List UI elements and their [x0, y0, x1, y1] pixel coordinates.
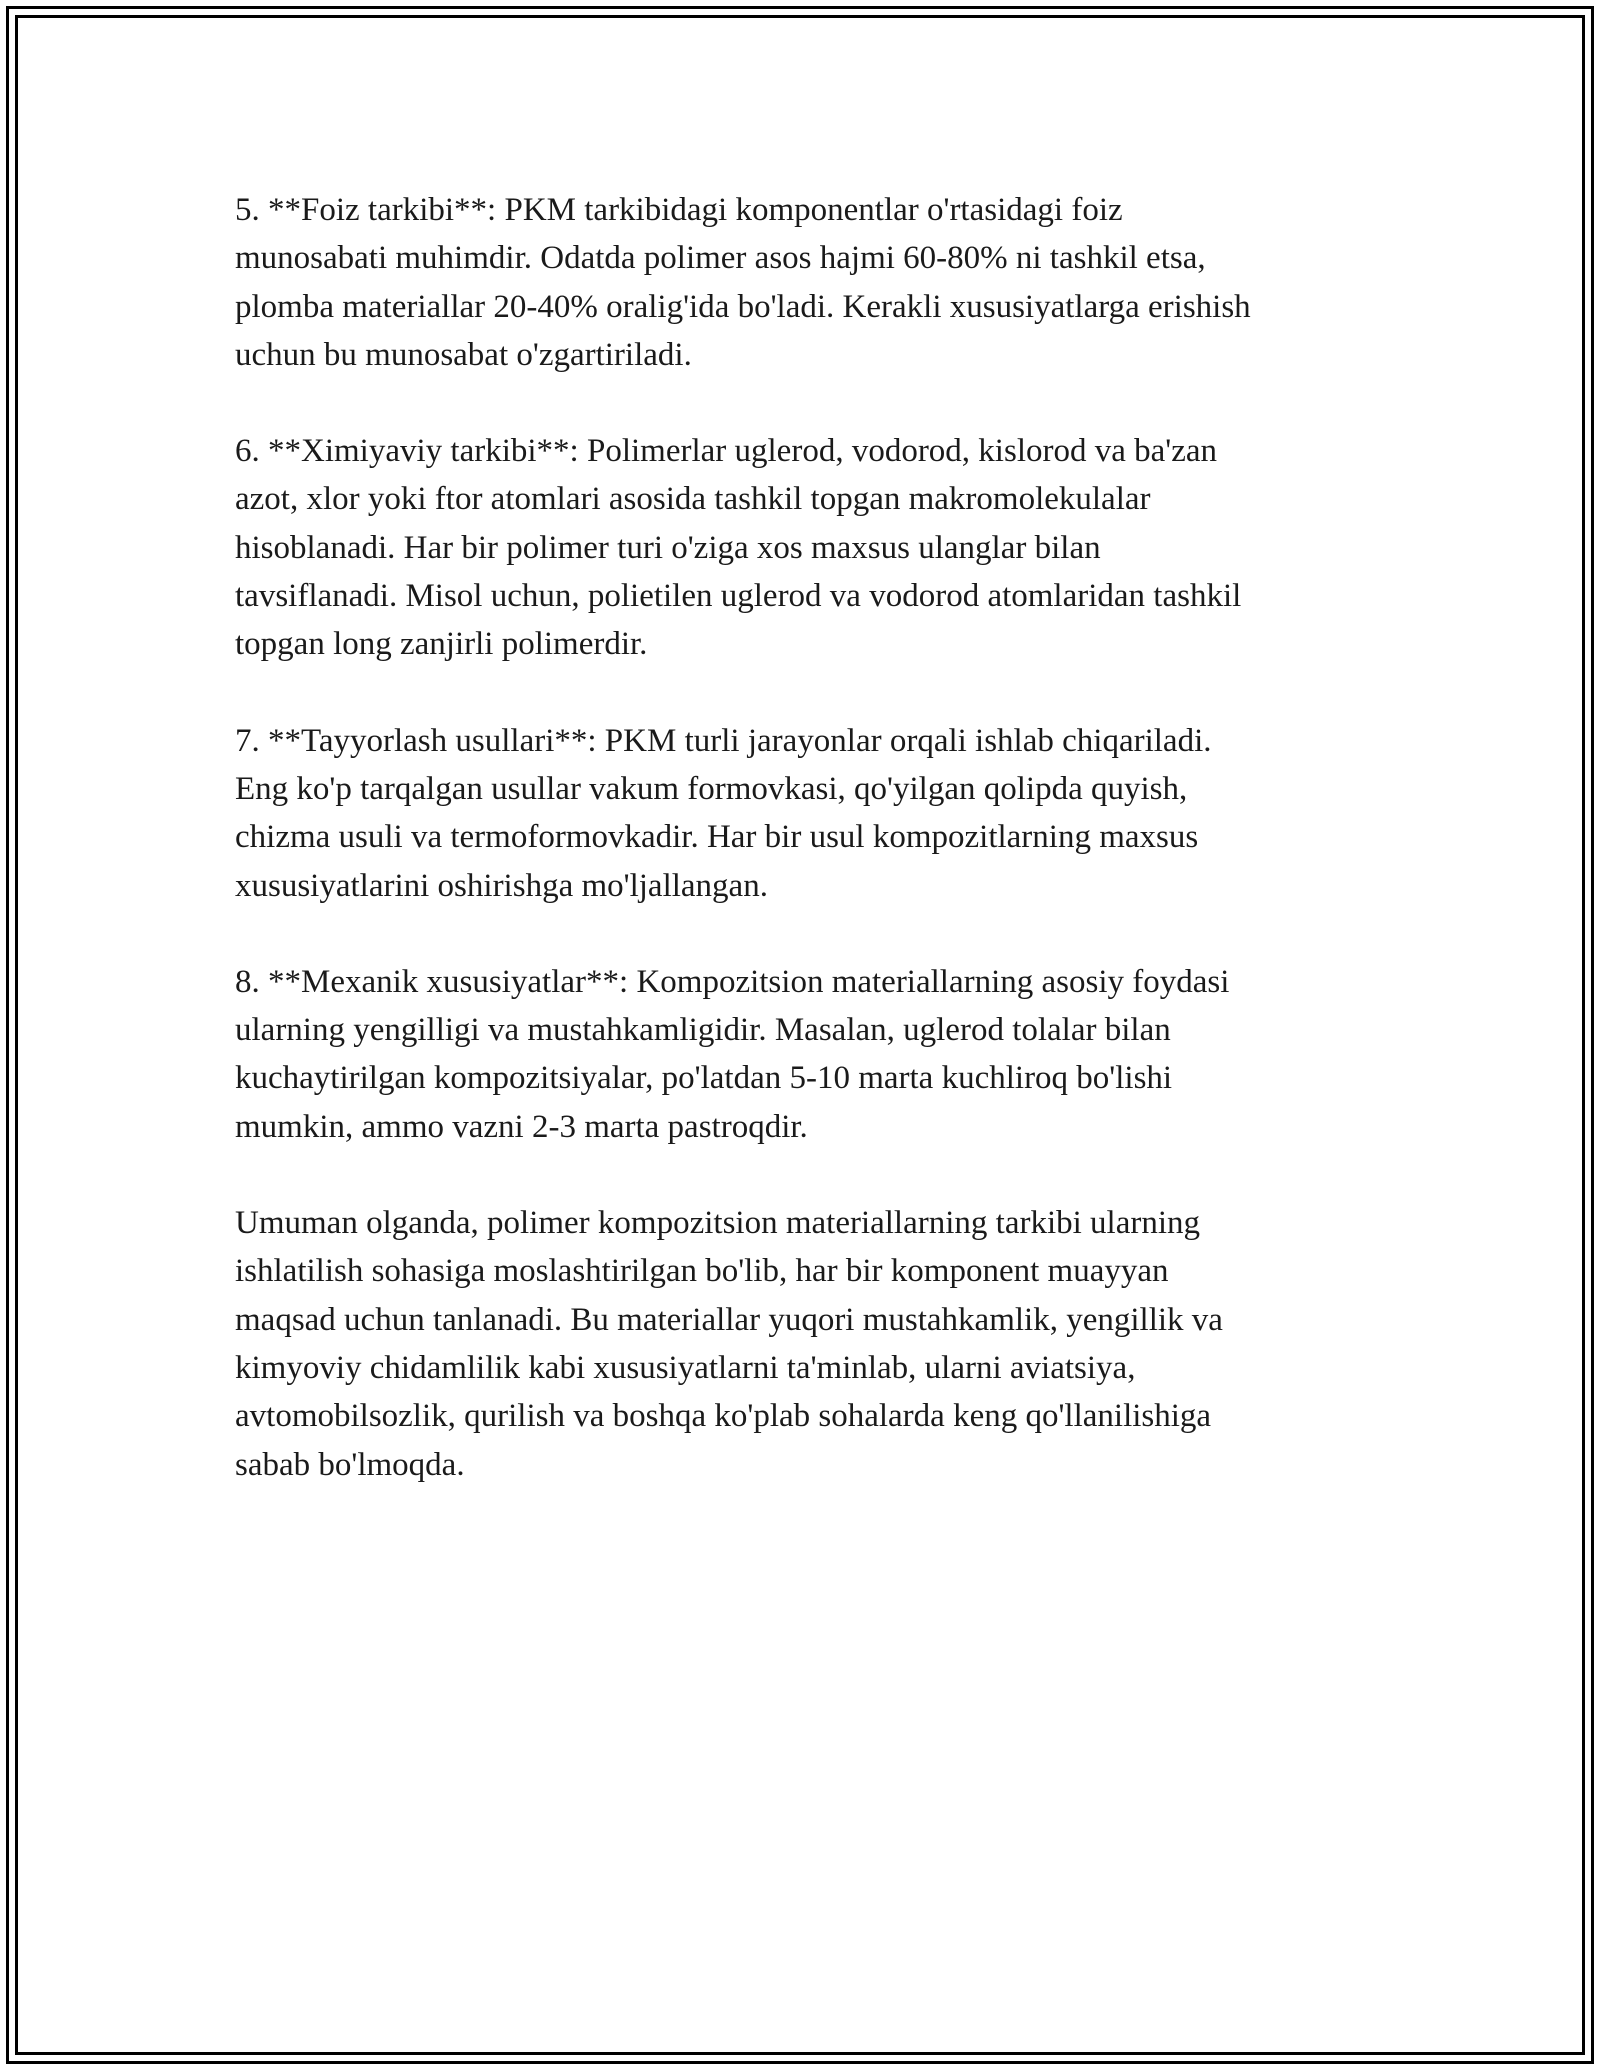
document-body — [235, 186, 1385, 1489]
text-line: Umuman olganda, polimer kompozitsion materiallarning tarkibi ularning — [235, 1205, 1201, 1242]
text-line: 7. **Tayyorlash usullari**: PKM turli jarayonlar orqali ishlab chiqariladi. — [235, 722, 1212, 759]
text-line: 8. **Mexanik xususiyatlar**: Kompozitsion materiallarning asosiy foydasi — [235, 963, 1230, 1000]
paragraph-percentage-composition — [235, 186, 1385, 379]
text-line: sabab bo'lmoqda. — [235, 1446, 465, 1483]
paragraph-mechanical-properties — [235, 958, 1385, 1151]
text-line: munosabati muhimdir. Odatda polimer asos hajmi 60-80% ni tashkil etsa, — [235, 240, 1206, 277]
text-line: ularning yengilligi va mustahkamligidir. Masalan, uglerod tolalar bilan — [235, 1012, 1171, 1049]
text-line: xususiyatlarini oshirishga mo'ljallangan. — [235, 867, 768, 904]
text-line: plomba materiallar 20-40% oralig'ida bo'ladi. Kerakli xususiyatlarga erishish — [235, 288, 1251, 325]
text-line: kimyoviy chidamlilik kabi xususiyatlarni ta'minlab, ularni aviatsiya, — [235, 1349, 1136, 1386]
text-line: mumkin, ammo vazni 2-3 marta pastroqdir. — [235, 1108, 808, 1145]
text-line: 5. **Foiz tarkibi**: PKM tarkibidagi komponentlar o'rtasidagi foiz — [235, 192, 1123, 228]
text-line: tavsiflanadi. Misol uchun, polietilen uglerod va vodorod atomlaridan tashkil — [235, 578, 1242, 615]
text-line: 6. **Ximiyaviy tarkibi**: Polimerlar uglerod, vodorod, kislorod va ba'zan — [235, 433, 1218, 470]
text-line: topgan long zanjirli polimerdir. — [235, 626, 648, 663]
text-line: ishlatilish sohasiga moslashtirilgan bo'lib, har bir komponent muayyan — [235, 1253, 1169, 1290]
text-line: Eng ko'p tarqalgan usullar vakum formovkasi, qo'yilgan qolipda quyish, — [235, 770, 1188, 807]
paragraph-conclusion — [235, 1199, 1385, 1489]
text-line: kuchaytirilgan kompozitsiyalar, po'latdan 5-10 marta kuchliroq bo'lishi — [235, 1060, 1173, 1097]
text-line: azot, xlor yoki ftor atomlari asosida tashkil topgan makromolekulalar — [235, 481, 1151, 518]
paragraph-chemical-composition — [235, 427, 1385, 668]
text-line: hisoblanadi. Har bir polimer turi o'ziga xos maxsus ulanglar bilan — [235, 529, 1101, 566]
text-line: chizma usuli va termoformovkadir. Har bir usul kompozitlarning maxsus — [235, 819, 1199, 856]
text-line: maqsad uchun tanlanadi. Bu materiallar yuqori mustahkamlik, yengillik va — [235, 1301, 1223, 1338]
paragraph-manufacturing-methods — [235, 717, 1385, 910]
text-line: uchun bu munosabat o'zgartiriladi. — [235, 336, 692, 373]
text-line: avtomobilsozlik, qurilish va boshqa ko'plab sohalarda keng qo'llanilishiga — [235, 1398, 1212, 1435]
